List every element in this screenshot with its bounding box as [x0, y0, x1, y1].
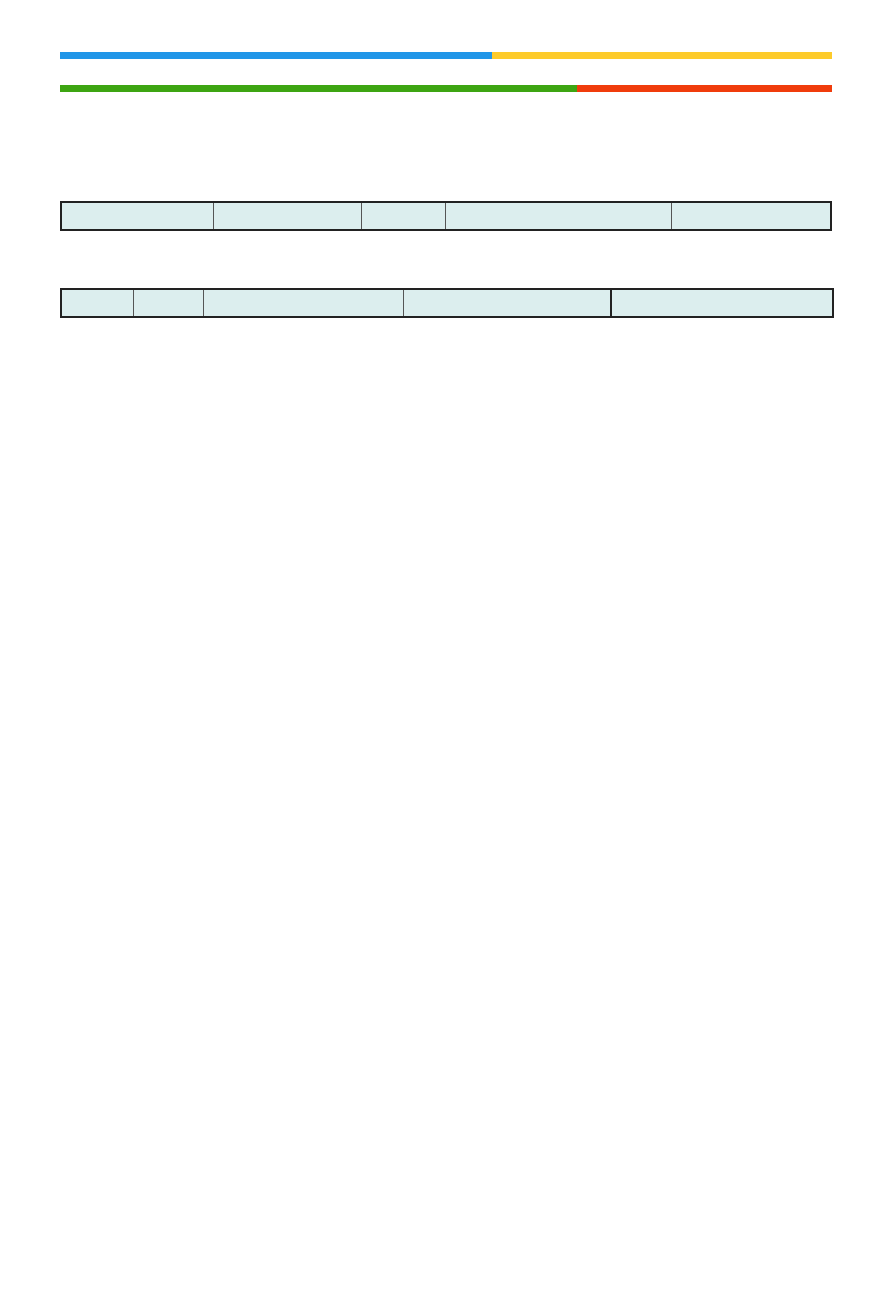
- col-header-course: [445, 202, 671, 230]
- converted-courses-table: [60, 288, 834, 318]
- header-rule-green-segment: [60, 85, 577, 92]
- header-top-rule: [60, 52, 832, 59]
- table-header-row: [61, 202, 831, 230]
- page-title: [60, 59, 832, 85]
- col-header-year: [361, 202, 445, 230]
- col-header-year: [133, 289, 203, 317]
- section-1-heading: [60, 171, 832, 191]
- col-header-before: [403, 289, 611, 317]
- intro-paragraph: [60, 116, 832, 144]
- cancelled-courses-table: [60, 201, 832, 231]
- header-rule-blue-segment: [60, 52, 492, 59]
- col-header-after: [611, 289, 833, 317]
- document-page: [0, 52, 892, 1313]
- document-header: [60, 52, 832, 92]
- col-header-course: [203, 289, 403, 317]
- col-header-dept: [61, 289, 133, 317]
- table-header-row: [61, 289, 833, 317]
- header-rule-red-segment: [577, 85, 832, 92]
- subsection-heading: [60, 258, 832, 277]
- header-rule-yellow-segment: [492, 52, 832, 59]
- header-bottom-rule: [60, 85, 832, 92]
- col-header-dept: [213, 202, 361, 230]
- col-header-reason: [671, 202, 831, 230]
- col-header-region: [61, 202, 213, 230]
